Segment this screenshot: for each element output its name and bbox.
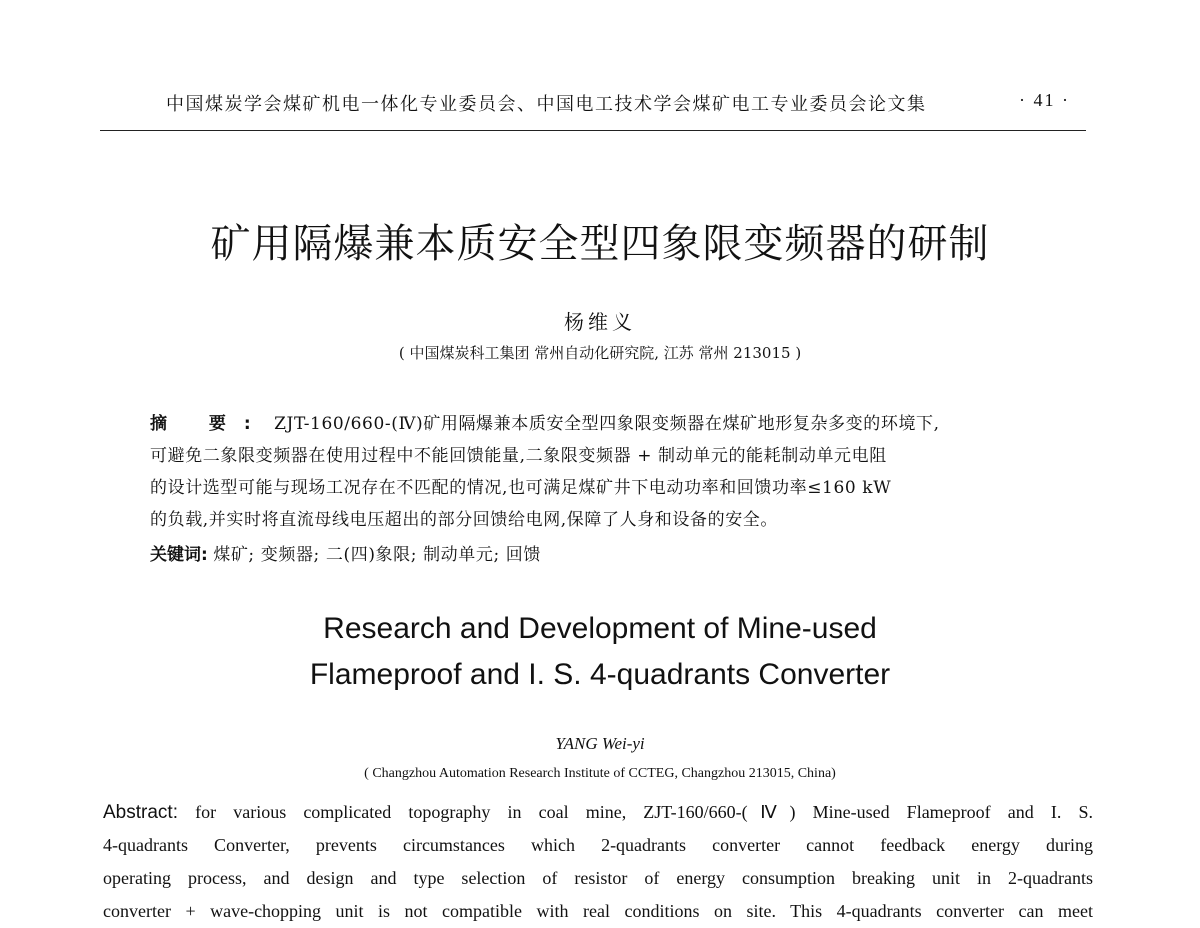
chinese-author: 杨维义 [564,310,636,334]
chinese-abstract-label: 摘 要: [150,414,269,434]
running-header [100,90,1086,120]
chinese-affiliation: ( 中国煤炭科工集团 常州自动化研究院, 江苏 常州 213015 ) [398,344,802,362]
english-title-line: Research and Development of Mine-used [323,612,877,645]
english-title-line: Flameproof and I. S. 4-quadrants Converter [309,658,891,691]
chinese-abstract-line: 的负载,并实时将直流母线电压超出的部分回馈给电网,保障了人身和设备的安全。 [150,510,779,530]
chinese-keywords [150,540,1055,565]
chinese-keywords-text: 煤矿; 变频器; 二(四)象限; 制动单元; 回馈 [213,545,542,565]
page-number: · 41 · [1019,90,1070,110]
header-rule [100,130,1086,131]
english-abstract-line: operating process, and design and type selection of resistor of energy consumption breaking unit in 2-quadrants [103,868,1093,888]
chinese-abstract-line: 的设计选型可能与现场工况存在不匹配的情况,也可满足煤矿井下电动功率和回馈功率≤160 kW [150,478,892,498]
english-abstract-text: for various complicated topography in coal mine, ZJT-160/660-(Ⅳ) Mine-used Flameproof and I. S. [195,802,1093,822]
chinese-title: 矿用隔爆兼本质安全型四象限变频器的研制 [210,221,990,267]
english-abstract-line: converter + wave-chopping unit is not compatible with real conditions on site. This 4-quadrants converter can meet [103,901,1093,921]
english-abstract [103,796,1093,928]
english-abstract-line [103,796,1093,829]
english-affiliation: ( Changzhou Automation Research Institute of CCTEG, Changzhou 213015, China) [364,766,836,781]
chinese-abstract-text: ZJT-160/660-(Ⅳ)矿用隔爆兼本质安全型四象限变频器在煤矿地形复杂多变的环境下, [274,414,940,434]
chinese-abstract-line [150,408,1055,440]
english-abstract-label: Abstract: [103,802,178,823]
chinese-abstract-line: 可避免二象限变频器在使用过程中不能回馈能量,二象限变频器 + 制动单元的能耗制动单元电阻 [150,446,887,466]
running-title: 中国煤炭学会煤矿机电一体化专业委员会、中国电工技术学会煤矿电工专业委员会论文集 [166,94,927,115]
english-title [0,606,1200,698]
chinese-abstract [150,408,1055,536]
english-abstract-line: 4-quadrants Converter, prevents circumstances which 2-quadrants converter cannot feedback energy during [103,835,1093,855]
chinese-keywords-label: 关键词: [150,545,208,565]
english-author: YANG Wei-yi [555,734,645,753]
